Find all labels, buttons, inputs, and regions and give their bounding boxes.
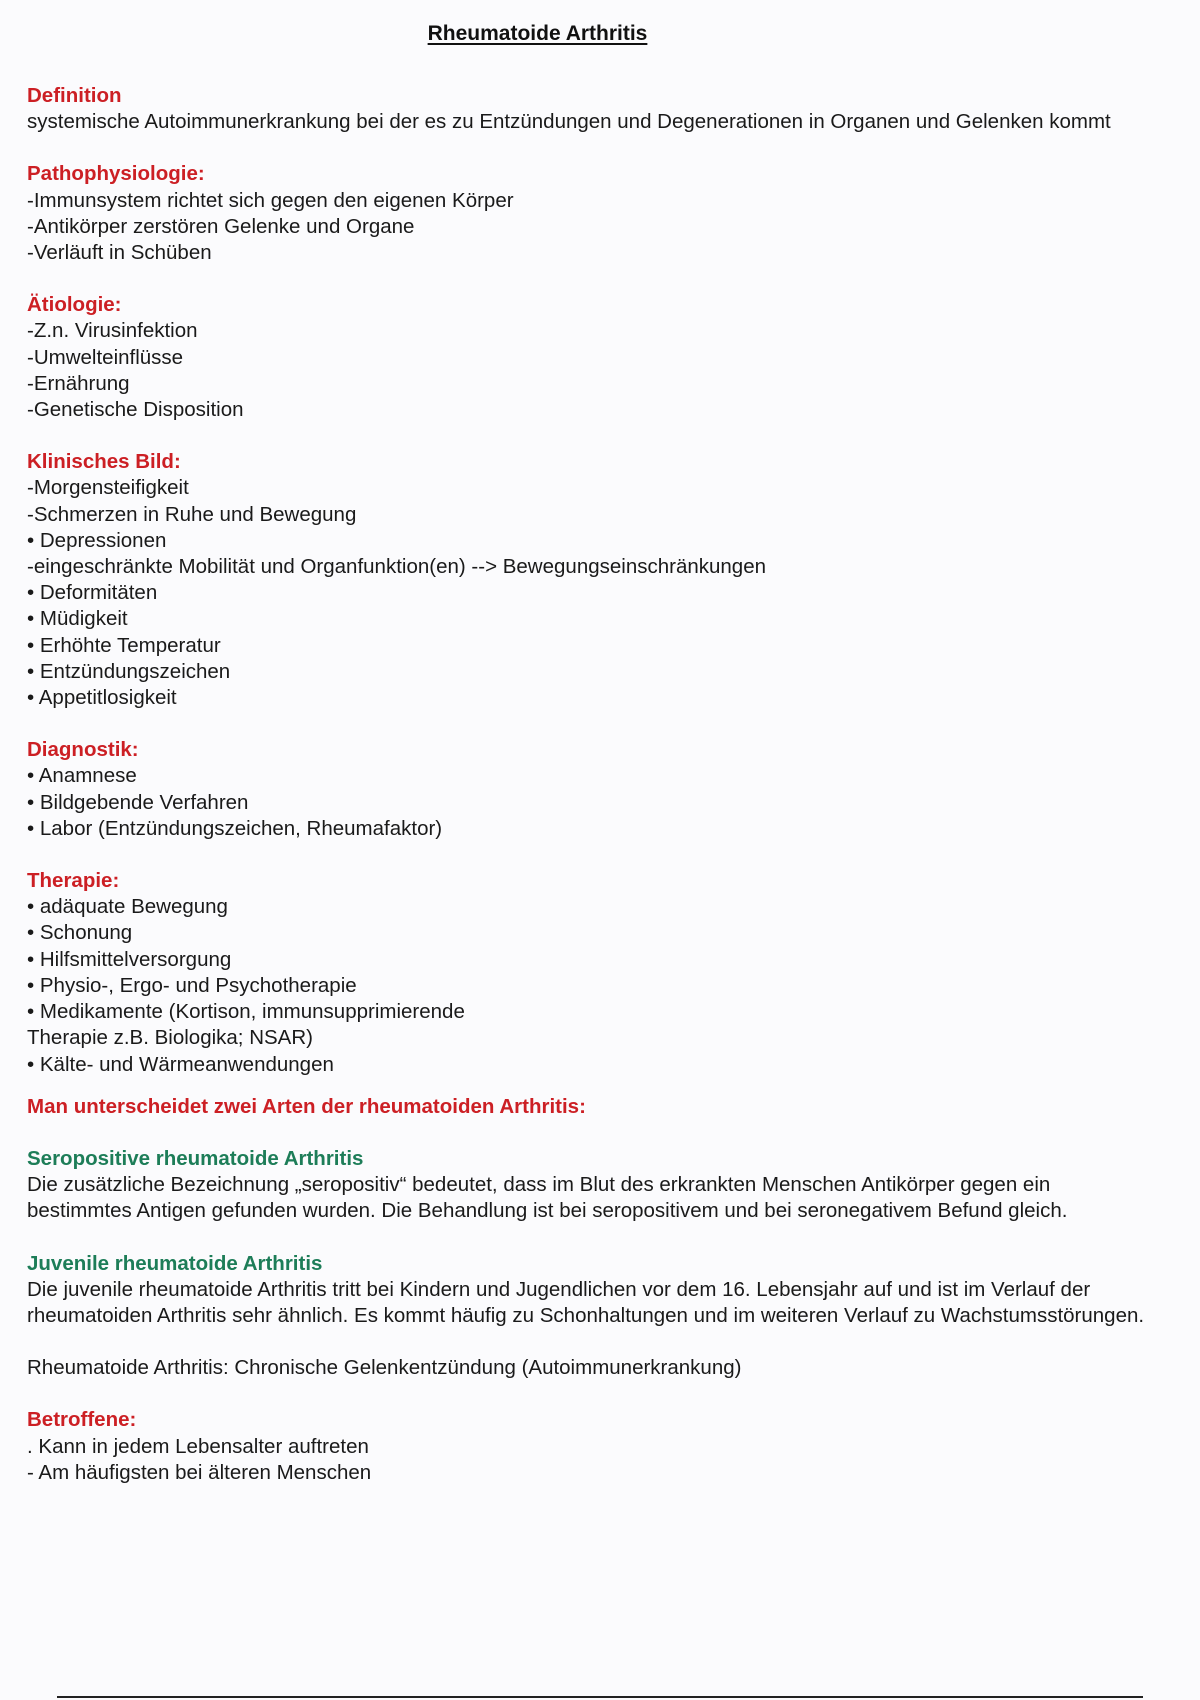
spacer: [27, 711, 1157, 737]
footer-divider: [57, 1696, 1143, 1698]
list-item: • Hilfsmittelversorgung: [27, 947, 232, 971]
list-item: . Kann in jedem Lebensalter auftreten: [27, 1434, 369, 1458]
list-item: -Umwelteinflüsse: [27, 345, 184, 369]
list-item: • Schonung: [27, 921, 133, 945]
list-item: • Physio-, Ergo- und Psychotherapie: [27, 973, 357, 997]
list-item: -Morgensteifigkeit: [27, 476, 189, 500]
list-item: -Z.n. Virusinfektion: [27, 319, 198, 343]
list-item: Therapie z.B. Biologika; NSAR): [27, 1026, 313, 1050]
arten-heading: Man unterscheidet zwei Arten der rheumatoiden Arthritis:: [27, 1094, 586, 1118]
pathophysiologie-heading: Pathophysiologie:: [27, 162, 205, 186]
list-item: -eingeschränkte Mobilität und Organfunktion(en) --> Bewegungseinschränkungen: [27, 555, 767, 579]
diagnostik-heading: Diagnostik:: [27, 738, 139, 762]
list-item: • Depressionen: [27, 528, 167, 552]
list-item: -Ernährung: [27, 371, 130, 395]
list-item: -Verläuft in Schüben: [27, 241, 212, 265]
document-content: [27, 83, 1157, 1486]
list-item: • Deformitäten: [27, 581, 158, 605]
list-item: • Müdigkeit: [27, 607, 128, 631]
list-item: • Erhöhte Temperatur: [27, 633, 221, 657]
seropositive-text: Die zusätzliche Bezeichnung „seropositiv“ bedeutet, dass im Blut des erkrankten Menschen Antikörper gegen ein bestimmtes Antigen gefunden wurden. Die Behandlung ist bei seropositivem und bei seronegativem Befund gleich.: [27, 1173, 1068, 1223]
juvenile-text: Die juvenile rheumatoide Arthritis tritt bei Kindern und Jugendlichen vor dem 16. Lebensjahr auf und ist im Verlauf der rheumatoiden Arthritis sehr ähnlich. Es kommt häufig zu Schonhaltungen und im weiteren Verlauf zu Wachstumsstörungen.: [27, 1277, 1145, 1327]
spacer: [27, 135, 1157, 161]
list-item: -Immunsystem richtet sich gegen den eigenen Körper: [27, 188, 514, 212]
summary-text: Rheumatoide Arthritis: Chronische Gelenkentzündung (Autoimmunerkrankung): [27, 1356, 742, 1380]
list-item: • Appetitlosigkeit: [27, 686, 177, 710]
spacer: [27, 1120, 1157, 1146]
spacer: [27, 842, 1157, 868]
klinisches-bild-heading: Klinisches Bild:: [27, 450, 181, 474]
aetiologie-heading: Ätiologie:: [27, 293, 122, 317]
betroffene-heading: Betroffene:: [27, 1408, 137, 1432]
list-item: • Kälte- und Wärmeanwendungen: [27, 1052, 334, 1076]
definition-heading: Definition: [27, 84, 122, 107]
list-item: • Labor (Entzündungszeichen, Rheumafaktor): [27, 816, 443, 840]
spacer: [27, 266, 1157, 292]
list-item: • Bildgebende Verfahren: [27, 790, 249, 814]
spacer: [27, 1078, 1157, 1094]
spacer: [27, 1329, 1157, 1355]
therapie-heading: Therapie:: [27, 869, 120, 893]
list-item: • Medikamente (Kortison, immunsupprimierende: [27, 1000, 465, 1024]
document-title: Rheumatoide Arthritis: [427, 22, 648, 45]
spacer: [27, 423, 1157, 449]
list-item: • adäquate Bewegung: [27, 895, 228, 919]
list-item: - Am häufigsten bei älteren Menschen: [27, 1460, 372, 1484]
spacer: [27, 1225, 1157, 1251]
list-item: • Anamnese: [27, 764, 137, 788]
list-item: -Genetische Disposition: [27, 398, 244, 422]
list-item: -Antikörper zerstören Gelenke und Organe: [27, 214, 415, 238]
seropositive-heading: Seropositive rheumatoide Arthritis: [27, 1146, 364, 1170]
spacer: [27, 1381, 1157, 1407]
juvenile-heading: Juvenile rheumatoide Arthritis: [27, 1251, 323, 1275]
definition-text: systemische Autoimmunerkrankung bei der es zu Entzündungen und Degenerationen in Organen und Gelenken kommt: [27, 110, 1111, 134]
list-item: • Entzündungszeichen: [27, 659, 231, 683]
list-item: -Schmerzen in Ruhe und Bewegung: [27, 502, 357, 526]
